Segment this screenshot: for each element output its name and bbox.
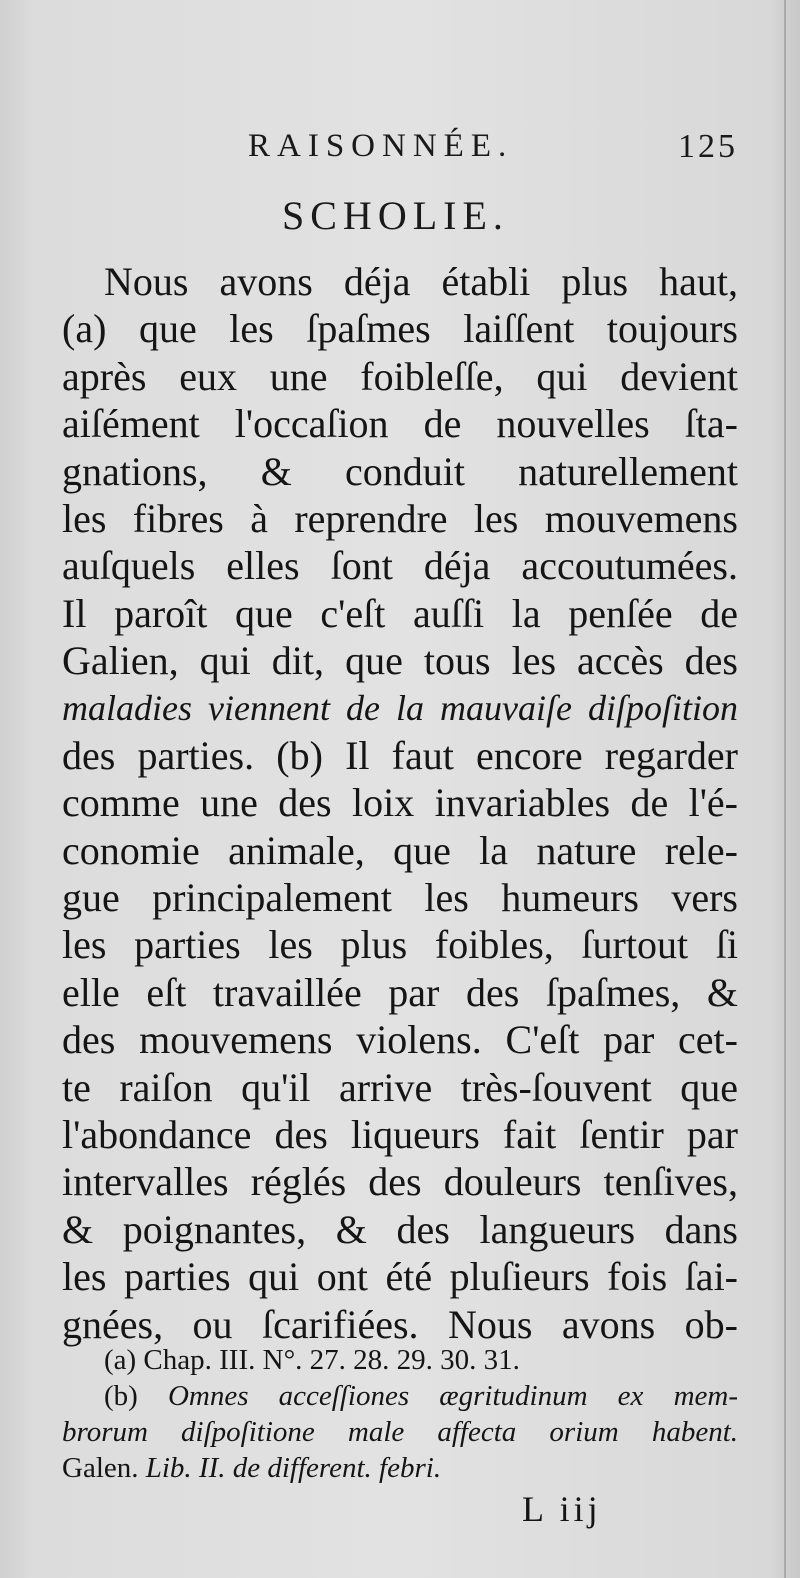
text-line: elle eſt travaillée par des ſpaſmes, & — [62, 969, 738, 1015]
footnote-b-line — [62, 1450, 738, 1486]
text-line: gue principalement les humeurs vers — [62, 875, 738, 921]
footnote-b-text: brorum diſpoſitione male affecta orium habent. — [62, 1416, 738, 1448]
text-line-italic: maladies viennent de la mauvaiſe diſpoſition — [62, 687, 738, 728]
text-line: conomie animale, que la nature rele- — [62, 827, 738, 873]
signature-mark: L iij — [522, 1489, 602, 1529]
text-line: gnations, & conduit naturellement — [62, 448, 738, 494]
footnote-b-marker: (b) — [104, 1380, 138, 1412]
footnote-b-author: Galen. — [62, 1452, 139, 1484]
text-line: après eux une foibleſſe, qui devient — [62, 353, 738, 399]
text-line: Il paroît que c'eſt auſſi la penſée de — [62, 590, 738, 636]
text-line: les fibres à reprendre les mouvemens — [62, 495, 738, 541]
footnote-b-text: Omnes acceſſiones ægritudinum ex mem- — [167, 1380, 738, 1412]
page-number: 125 — [678, 128, 738, 165]
text-line: Nous avons déja établi plus haut, — [104, 259, 738, 304]
text-line: des mouvemens violens. C'eſt par cet- — [62, 1017, 738, 1063]
footnotes — [62, 1342, 738, 1486]
text-line: des parties. (b) Il faut encore regarder — [62, 732, 738, 778]
footnote-b-line — [62, 1378, 738, 1414]
running-title: RAISONNÉE. — [248, 128, 514, 164]
text-line: intervalles réglés des douleurs tenſives, — [62, 1159, 738, 1205]
text-line: l'abondance des liqueurs fait ſentir par — [62, 1112, 738, 1158]
text-line: auſquels elles ſont déja accoutumées. — [62, 543, 738, 589]
text-line: (a) que les ſpaſmes laiſſent toujours — [62, 306, 738, 352]
footnote-b-source: Lib. II. de different. febri. — [145, 1452, 442, 1484]
text-line: te raiſon qu'il arrive très-ſouvent que — [62, 1064, 738, 1110]
page-header — [248, 128, 738, 176]
text-line: gnées, ou ſcarifiées. Nous avons ob- — [62, 1301, 738, 1347]
text-line: les parties qui ont été pluſieurs fois ſai- — [62, 1254, 738, 1300]
text-line: Galien, qui dit, que tous les accès des — [62, 638, 738, 684]
text-line: & poignantes, & des langueurs dans — [62, 1206, 738, 1252]
text-line: aiſément l'occaſion de nouvelles ſta- — [62, 401, 738, 447]
text-line: comme une des loix invariables de l'é- — [62, 780, 738, 826]
section-title: SCHOLIE. — [282, 193, 509, 238]
page-edge-shadow — [784, 0, 786, 1578]
body-text — [62, 258, 738, 1348]
footnote-a: (a) Chap. III. N°. 27. 28. 29. 30. 31. — [104, 1344, 520, 1376]
text-line: les parties les plus foibles, ſurtout ſi — [62, 922, 738, 968]
footnote-b-line — [62, 1414, 738, 1450]
